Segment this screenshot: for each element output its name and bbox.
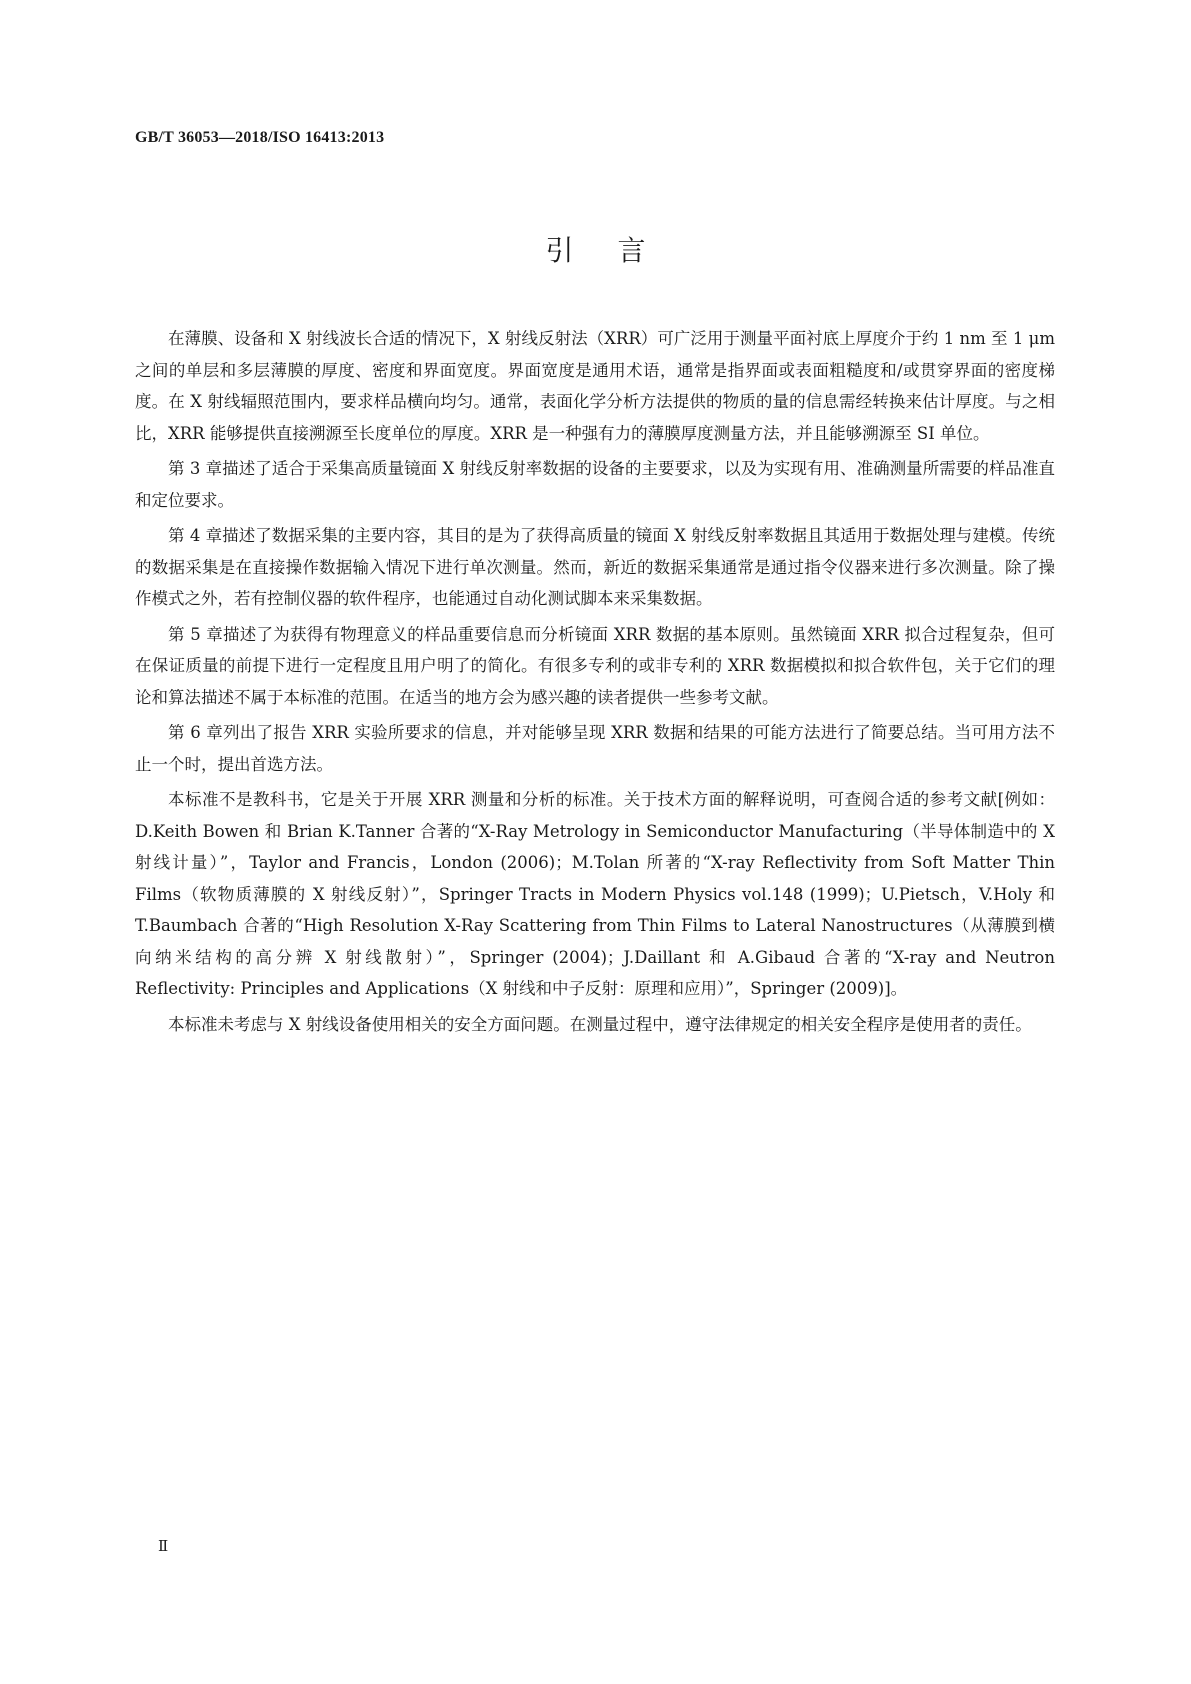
- paragraph-chapter-5: 第 5 章描述了为获得有物理意义的样品重要信息而分析镜面 XRR 数据的基本原则。虽然镜面 XRR 拟合过程复杂，但可在保证质量的前提下进行一定程度且用户明了的简化。有很多专利的或非专利的 XRR 数据模拟和拟合软件包，关于它们的理论和算法描述不属于本标准的范围。在适当的地方会为感兴趣的读者提供一些参考文献。: [135, 624, 1055, 707]
- paragraph-chapter-6: 第 6 章列出了报告 XRR 实验所要求的信息，并对能够呈现 XRR 数据和结果的可能方法进行了简要总结。当可用方法不止一个时，提出首选方法。: [135, 723, 1055, 774]
- page-number: Ⅱ: [158, 1539, 169, 1555]
- paragraph-overview: 在薄膜、设备和 X 射线波长合适的情况下，X 射线反射法（XRR）可广泛用于测量平面衬底上厚度介于约 1 nm 至 1 μm 之间的单层和多层薄膜的厚度、密度和界面宽度。界面宽度是通用术语，通常是指界面或表面粗糙度和/或贯穿界面的密度梯度。在 X 射线辐照范围内，要求样品横向均匀。通常，表面化学分析方法提供的物质的量的信息需经转换来估计厚度。与之相比，XRR 能够提供直接溯源至长度单位的厚度。XRR 是一种强有力的薄膜厚度测量方法，并且能够溯源至 SI 单位。: [135, 329, 1055, 443]
- paragraph-references: 本标准不是教科书，它是关于开展 XRR 测量和分析的标准。关于技术方面的解释说明，可查阅合适的参考文献[例如：D.Keith Bowen 和 Brian K.Tanner 合著的“X-Ray Metrology in Semiconductor Manufacturing（半导体制造中的 X 射线计量）”，Taylor and Francis，London (2006)；M.Tolan 所著的“X-ray Reflectivity from Soft Matter Thin Films（软物质薄膜的 X 射线反射）”，Springer Tracts in Modern Physics vol.148 (1999)；U.Pietsch，V.Holy 和 T.Baumbach 合著的“High Resolution X-Ray Scattering from Thin Films to Lateral Nanostructures（从薄膜到横向纳米结构的高分辨 X 射线散射）”，Springer (2004)；J.Daillant 和 A.Gibaud 合著的“X-ray and Neutron Reflectivity: Principles and Applications（X 射线和中子反射：原理和应用）”，Springer (2009)]。: [135, 790, 1055, 998]
- page-title: 引言: [545, 234, 690, 267]
- standard-code-header: GB/T 36053—2018/ISO 16413:2013: [135, 129, 385, 146]
- paragraph-chapter-3: 第 3 章描述了适合于采集高质量镜面 X 射线反射率数据的设备的主要要求，以及为实现有用、准确测量所需要的样品准直和定位要求。: [135, 459, 1055, 510]
- introduction-body: [135, 323, 1055, 1044]
- paragraph-chapter-4: 第 4 章描述了数据采集的主要内容，其目的是为了获得高质量的镜面 X 射线反射率数据且其适用于数据处理与建模。传统的数据采集是在直接操作数据输入情况下进行单次测量。然而，新近的数据采集通常是通过指令仪器来进行多次测量。除了操作模式之外，若有控制仪器的软件程序，也能通过自动化测试脚本来采集数据。: [135, 526, 1055, 608]
- paragraph-safety: 本标准未考虑与 X 射线设备使用相关的安全方面问题。在测量过程中，遵守法律规定的相关安全程序是使用者的责任。: [168, 1014, 1032, 1034]
